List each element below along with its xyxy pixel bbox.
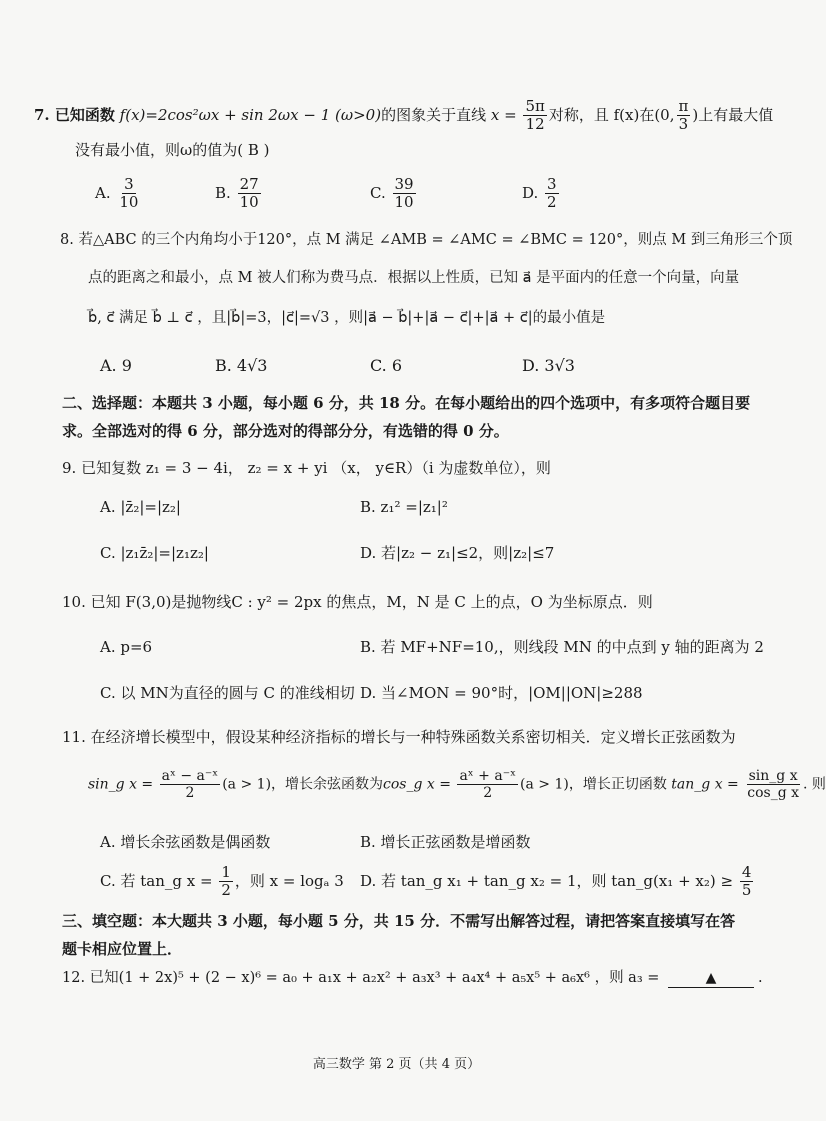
q10-option-b: B. 若 MF+NF=10,，则线段 MN 的中点到 y 轴的距离为 2 [360,638,764,656]
triangle-icon: ▲ [705,970,717,986]
q9-option-d: D. 若|z₂ − z₁|≤2，则|z₂|≤7 [360,544,555,562]
q7-stem-line2: 没有最小值，则ω的值为( B ) [75,141,270,159]
q7-prefix: 7. 已知函数 [34,105,115,124]
q7-interval-close: ) [692,105,699,124]
q8-option-b: B. 4√3 [215,356,268,375]
q8-option-c: C. 6 [370,356,403,375]
q7-tail: 上有最大值 [698,105,774,124]
q7-stem-line1 [34,98,773,134]
section3-heading-line2: 题卡相应位置上． [62,940,183,958]
q11-option-a: A. 增长余弦函数是偶函数 [100,833,271,851]
q8-option-a: A. 9 [100,356,132,375]
q7-option-a: A. $\frac{3}{10}$ [95,175,139,212]
q10-stem: 10. 已知 F(3,0)是抛物线C : y² = 2px 的焦点，M，N 是 C 上的点，O 为坐标原点．则 [62,593,653,611]
q7-option-d: D. $\frac{3}{2}$ [522,175,557,212]
q11-stem: 11. 在经济增长模型中，假设某种经济指标的增长与一种特殊函数关系密切相关．定义增长正弦函数为 [62,728,736,746]
q10-option-c: C. 以 MN为直径的圆与 C 的准线相切 [100,684,355,702]
q7-function: f(x)=2cos²ωx + sin 2ωx − 1 (ω>0) [119,105,382,124]
q8-option-d: D. 3√3 [522,356,575,375]
q7-mid: 的图象关于直线 [381,105,487,124]
q12-answer-blank [668,970,754,988]
q11-option-c: C. 若 tan_g x = $\frac{1}{2}$ ，则 x = logₐ 3 [100,863,344,900]
q10-option-d: D. 当∠MON = 90°时，|OM||ON|≥288 [360,684,643,702]
q9-option-a: A. |z̄₂|=|z₂| [100,498,181,516]
q8-stem-line1: 8. 若△ABC 的三个内角均小于120°，点 M 满足 ∠AMB = ∠AMC = ∠BMC = 120°，则点 M 到三角形三个顶 [60,232,793,248]
q8-stem-line3: b⃗, c⃗ 满足 b⃗ ⊥ c⃗ ，且|b⃗|=3，|c⃗|=√3 ，则|a⃗ − b⃗|+|a⃗ − c⃗|+|a⃗ + c⃗|的最小值是 [88,310,606,326]
q10-option-a: A. p=6 [100,638,153,656]
q9-option-c: C. |z₁z̄₂|=|z₁z₂| [100,544,209,562]
q12-stem: 12. 已知(1 + 2x)⁵ + (2 − x)⁶ = a₀ + a₁x + a₂x² + a₃x³ + a₄x⁴ + a₅x⁵ + a₆x⁶ ，则 a₃ = ▲ . [62,970,763,988]
section2-heading-line1: 二、选择题：本题共 3 小题，每小题 6 分，共 18 分。在每小题给出的四个选项中，有多项符合题目要 [62,394,751,412]
q9-stem: 9. 已知复数 z₁ = 3 − 4i， z₂ = x + yi （x， y∈R）（i 为虚数单位），则 [62,459,551,477]
q7-option-c: C. $\frac{39}{10}$ [370,175,414,212]
q7-x-eq: x = [490,105,517,124]
page-footer: 高三数学 第 2 页（共 4 页） [312,1057,481,1072]
section2-heading-line2: 求。全部选对的得 6 分，部分选对的得部分分，有选错的得 0 分。 [62,422,509,440]
q7-fraction: $\frac{5\pi}{12}$ [525,97,545,134]
q7-option-b: B. $\frac{27}{10}$ [215,175,259,212]
q7-interval-open: (0, [654,105,675,124]
q9-option-b: B. z₁² =|z₁|² [360,498,448,516]
q8-stem-line2: 点的距离之和最小，点 M 被人们称为费马点．根据以上性质，已知 a⃗ 是平面内的任意一个向量，向量 [88,270,740,286]
q11-definitions: sin_g x = $\frac{\text{aˣ − a⁻ˣ}}{2}$ (a > 1)，增长余弦函数为cos_g x = $\frac{\text{aˣ + a⁻ˣ}}{2}$ (a > 1)，增长正切函数 tan_g x = $\frac{\text{sin\_g x}}{\text{cos\_g x}}$ . 则 [88,768,826,802]
section3-heading-line1: 三、填空题：本大题共 3 小题，每小题 5 分，共 15 分．不需写出解答过程，请把答案直接填写在答 [62,912,736,930]
q7-mid2: 对称，且 f(x)在 [548,105,655,124]
q11-option-b: B. 增长正弦函数是增函数 [360,833,531,851]
q7-interval-fraction: $\frac{\pi}{3}$ [678,97,689,134]
q11-option-d: D. 若 tan_g x₁ + tan_g x₂ = 1，则 tan_g(x₁ + x₂) ≥ $\frac{4}{5}$ [360,863,752,900]
